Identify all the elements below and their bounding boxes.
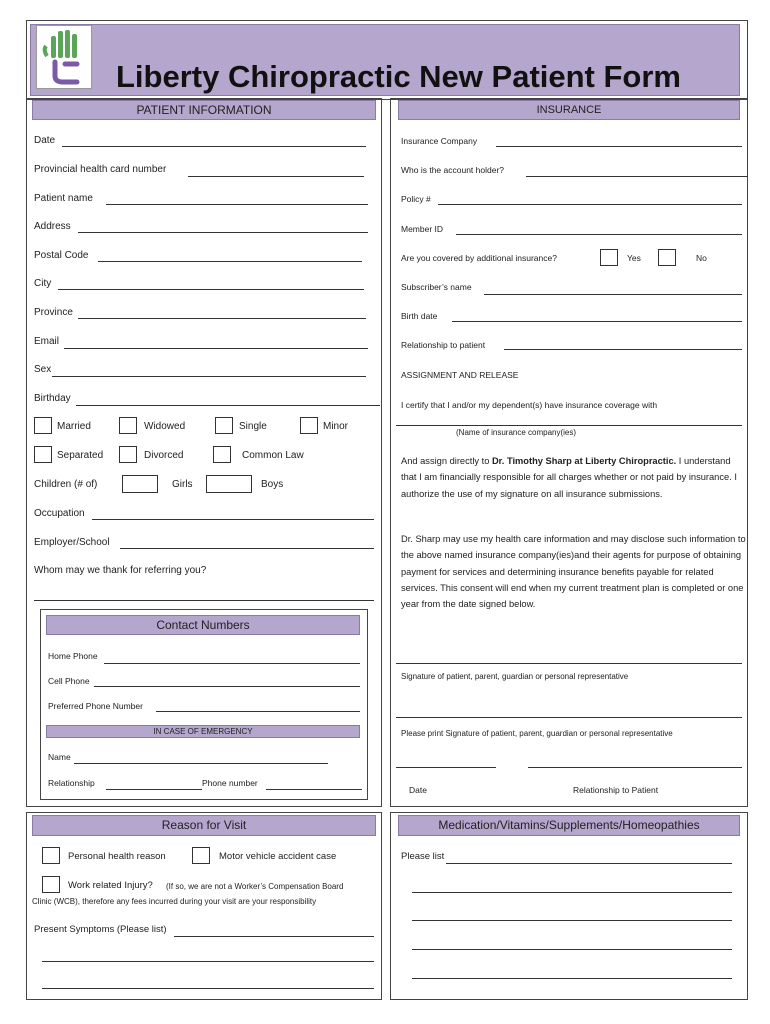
occupation-field[interactable]: [92, 519, 374, 520]
insurance-company-label: Insurance Company: [401, 136, 478, 146]
emergency-phone-label: Phone number: [202, 778, 258, 788]
employer-field[interactable]: [120, 548, 374, 549]
account-holder-field[interactable]: [526, 176, 748, 177]
emergency-relationship-label: Relationship: [48, 778, 95, 788]
referral-field[interactable]: [34, 600, 374, 601]
work-injury-checkbox[interactable]: [42, 876, 60, 893]
email-field[interactable]: [64, 348, 368, 349]
girls-label: Girls: [172, 479, 193, 490]
signature-label: Signature of patient, parent, guardian or personal representative: [401, 672, 629, 681]
referral-label: Whom may we thank for referring you?: [34, 565, 207, 576]
preferred-phone-label: Preferred Phone Number: [48, 701, 143, 711]
print-signature-field[interactable]: [396, 717, 742, 718]
postal-code-field[interactable]: [98, 261, 362, 262]
member-id-field[interactable]: [456, 234, 742, 235]
girls-count-box[interactable]: [122, 475, 158, 493]
symptoms-line-3[interactable]: [42, 988, 374, 989]
separated-label: Separated: [57, 450, 104, 461]
assignment-paragraph: [401, 453, 747, 502]
children-label: Children (# of): [34, 479, 98, 490]
hand-logo-icon: [37, 26, 93, 90]
medication-line-2[interactable]: [412, 892, 732, 893]
present-symptoms-label: Present Symptoms (Please list): [34, 924, 167, 935]
additional-insurance-label: Are you covered by additional insurance?: [401, 253, 557, 263]
print-signature-label: Please print Signature of patient, parent, guardian or personal representative: [401, 729, 673, 738]
reason-for-visit-header: Reason for Visit: [32, 815, 376, 836]
policy-label: Policy #: [401, 194, 431, 204]
assignment-doctor: Dr. Timothy Sharp at Liberty Chiropractic.: [491, 456, 677, 466]
insurance-company-name-field[interactable]: [396, 425, 742, 426]
liberty-chiropractic-logo: [36, 25, 92, 89]
motor-vehicle-checkbox[interactable]: [192, 847, 210, 864]
emergency-header: IN CASE OF EMERGENCY: [46, 725, 360, 738]
subscriber-name-field[interactable]: [484, 294, 742, 295]
birth-date-label: Birth date: [401, 311, 438, 321]
page-title: Liberty Chiropractic New Patient Form: [116, 59, 681, 94]
relationship-to-patient-label: Relationship to patient: [401, 340, 486, 350]
home-phone-field[interactable]: [104, 663, 360, 664]
city-field[interactable]: [58, 289, 364, 290]
sign-relationship-field[interactable]: [528, 767, 742, 768]
patient-info-header: PATIENT INFORMATION: [32, 100, 376, 120]
member-id-label: Member ID: [401, 224, 444, 234]
date-field[interactable]: [62, 146, 366, 147]
postal-code-label: Postal Code: [34, 250, 89, 261]
separated-checkbox[interactable]: [34, 446, 52, 463]
additional-no-checkbox[interactable]: [658, 249, 676, 266]
personal-health-label: Personal health reason: [68, 851, 166, 862]
sign-relationship-label: Relationship to Patient: [573, 785, 659, 795]
subscriber-name-label: Subscriber’s name: [401, 282, 472, 292]
medication-line-5[interactable]: [412, 978, 732, 979]
medication-line-1[interactable]: [446, 863, 732, 864]
sign-date-field[interactable]: [396, 767, 496, 768]
sign-date-label: Date: [409, 785, 427, 795]
consent-paragraph: Dr. Sharp may use my health care information and may disclose such information to the above named insurance company(ies)and their agents for purpose of obtaining payment for services and determining insurance benefits payable for related services. This consent will end when my current treatment plan is completed or one year from the date signed below.: [401, 534, 746, 610]
additional-yes-label: Yes: [627, 253, 641, 263]
work-injury-note: (If so, we are not a Worker’s Compensation Board: [166, 882, 344, 891]
policy-field[interactable]: [438, 204, 742, 205]
address-field[interactable]: [78, 232, 368, 233]
single-label: Single: [239, 421, 267, 432]
account-holder-label: Who is the account holder?: [401, 165, 505, 175]
widowed-label: Widowed: [144, 421, 186, 432]
medication-header: Medication/Vitamins/Supplements/Homeopathies: [398, 815, 740, 836]
work-injury-label: Work related Injury?: [68, 880, 153, 891]
motor-vehicle-label: Motor vehicle accident case: [219, 851, 337, 862]
minor-checkbox[interactable]: [300, 417, 318, 434]
cell-phone-field[interactable]: [94, 686, 360, 687]
additional-no-label: No: [696, 253, 707, 263]
personal-health-checkbox[interactable]: [42, 847, 60, 864]
certify-text: I certify that I and/or my dependent(s) have insurance coverage with: [401, 400, 658, 410]
emergency-phone-field[interactable]: [266, 789, 362, 790]
insurance-header: INSURANCE: [398, 100, 740, 120]
single-checkbox[interactable]: [215, 417, 233, 434]
contact-numbers-header: Contact Numbers: [46, 615, 360, 635]
patient-name-label: Patient name: [34, 193, 93, 204]
married-checkbox[interactable]: [34, 417, 52, 434]
insurance-company-field[interactable]: [496, 146, 742, 147]
home-phone-label: Home Phone: [48, 651, 98, 661]
emergency-relationship-field[interactable]: [106, 789, 202, 790]
assignment-pre: And assign directly to: [401, 456, 492, 466]
date-label: Date: [34, 135, 56, 146]
assignment-post: I understand that I am financially responsible for all charges whether or not paid by insurance. I authorize the use of my signature on all insurance submissions.: [401, 456, 737, 499]
birthday-field[interactable]: [76, 405, 380, 406]
employer-label: Employer/School: [34, 537, 110, 548]
wcb-note: Clinic (WCB), therefore any fees incurred during your visit are your responsibility: [32, 897, 317, 906]
assignment-heading: ASSIGNMENT AND RELEASE: [401, 370, 519, 380]
additional-yes-checkbox[interactable]: [600, 249, 618, 266]
boys-count-box[interactable]: [206, 475, 252, 493]
minor-label: Minor: [323, 421, 349, 432]
province-label: Province: [34, 307, 73, 318]
province-field[interactable]: [78, 318, 366, 319]
relationship-to-patient-field[interactable]: [504, 349, 742, 350]
medication-panel: [390, 812, 748, 1000]
present-symptoms-field[interactable]: [174, 936, 374, 937]
occupation-label: Occupation: [34, 508, 85, 519]
signature-field[interactable]: [396, 663, 742, 664]
birthday-label: Birthday: [34, 393, 71, 404]
widowed-checkbox[interactable]: [119, 417, 137, 434]
email-label: Email: [34, 336, 60, 347]
sex-field[interactable]: [52, 376, 366, 377]
sex-label: Sex: [34, 364, 52, 375]
divorced-checkbox[interactable]: [119, 446, 137, 463]
cell-phone-label: Cell Phone: [48, 676, 90, 686]
health-card-label: Provincial health card number: [34, 164, 167, 175]
common-law-label: Common Law: [242, 450, 304, 461]
city-label: City: [34, 278, 52, 289]
common-law-checkbox[interactable]: [213, 446, 231, 463]
married-label: Married: [57, 421, 91, 432]
health-card-field[interactable]: [188, 176, 364, 177]
symptoms-line-2[interactable]: [42, 961, 374, 962]
medication-line-4[interactable]: [412, 949, 732, 950]
birth-date-field[interactable]: [452, 321, 742, 322]
emergency-name-field[interactable]: [74, 763, 328, 764]
boys-label: Boys: [261, 479, 284, 490]
preferred-phone-field[interactable]: [156, 711, 360, 712]
address-label: Address: [34, 221, 71, 232]
divorced-label: Divorced: [144, 450, 184, 461]
medication-line-3[interactable]: [412, 920, 732, 921]
patient-name-field[interactable]: [106, 204, 368, 205]
insurance-company-caption: (Name of insurance company(ies): [456, 428, 577, 437]
emergency-name-label: Name: [48, 752, 71, 762]
please-list-label: Please list: [401, 851, 445, 862]
